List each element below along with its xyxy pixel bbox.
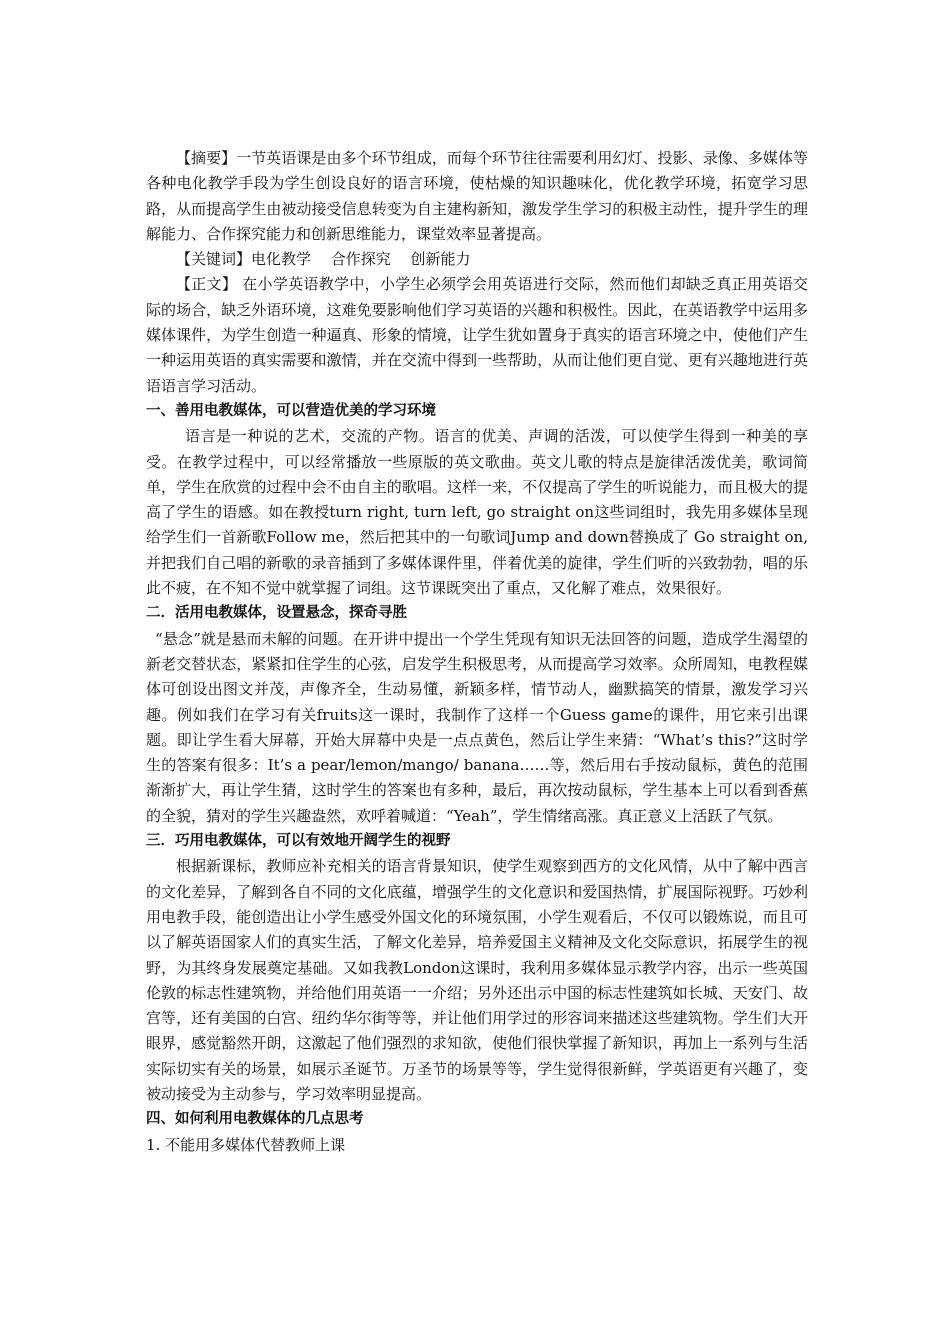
document-page	[146, 146, 808, 1158]
keywords-line: 【关键词】电化教学 合作探究 创新能力	[176, 250, 471, 269]
section1-heading: 一、善用电教媒体，可以营造优美的学习环境	[146, 402, 436, 419]
section2-heading: 二．活用电教媒体，设置悬念，探奇寻胜	[146, 605, 407, 622]
section4-heading: 四、如何利用电教媒体的几点思考	[146, 1111, 364, 1128]
section3-heading: 三．巧用电教媒体，可以有效地开阔学生的视野	[146, 833, 451, 850]
abstract-paragraph: 【摘要】一节英语课是由多个环节组成，而每个环节往往需要利用幻灯、投影、录像、多媒体等各种电化教学手段为学生创设良好的语言环境，使枯燥的知识趣味化，优化教学环境，拓宽学习思路，从而提高学生由被动接受信息转变为自主建构新知，激发学生学习的积极主动性，提升学生的理解能力、合作探究能力和创新思维能力，课堂效率显著提高。	[146, 149, 808, 243]
section3-paragraph: 根据新课标，教师应补充相关的语言背景知识，使学生观察到西方的文化风情，从中了解中西言的文化差异，了解到各自不同的文化底蕴，增强学生的文化意识和爱国热情，扩展国际视野。巧妙利用电教手段，能创造出让小学生感受外国文化的环境氛围，小学生观看后，不仅可以锻炼说，而且可以了解英语国家人们的真实生活，了解文化差异，培养爱国主义精神及文化交际意识，拓展学生的视野，为其终身发展奠定基础。又如我教London这课时，我利用多媒体显示教学内容，出示一些英国伦敦的标志性建筑物，并给他们用英语一一介绍；另外还出示中国的标志性建筑如长城、天安门、故宫等，还有美国的白宫、纽约华尔街等等，并让他们用学过的形容词来描述这些建筑物。学生们大开眼界，感觉豁然开朗，这激起了他们强烈的求知欲，使他们很快掌握了新知识，再加上一系列与生活实际切实有关的场景，如展示圣诞节。万圣节的场景等等，学生觉得很新鲜，学英语更有兴趣了，变被动接受为主动参与，学习效率明显提高。	[146, 857, 808, 1103]
section2-paragraph: “悬念”就是悬而未解的问题。在开讲中提出一个学生凭现有知识无法回答的问题，造成学生渴望的新老交替状态，紧紧扣住学生的心弦，启发学生积极思考，从而提高学习效率。众所周知，电教程媒体可创设出图文并茂，声像齐全，生动易懂，新颖多样，情节动人，幽默搞笑的情景，激发学习兴趣。例如我们在学习有关fruits这一课时，我制作了这样一个Guess game的课件，用它来引出课题。即让学生看大屏幕，开始大屏幕中央是一点点黄色，然后让学生来猜：“What’s this?”这时学生的答案有很多：It’s a pear/lemon/mango/ banana……等，然后用右手按动鼠标，黄色的范围渐渐扩大，再让学生猜，这时学生的答案也有多种，最后，再次按动鼠标，学生基本上可以看到香蕉的全貌，猜对的学生兴趣盎然，欢呼着喊道：“Yeah”，学生情绪高涨。真正意义上活跃了气氛。	[146, 629, 808, 825]
section1-paragraph: 语言是一种说的艺术，交流的产物。语言的优美、声调的活泼，可以使学生得到一种美的享受。在教学过程中，可以经常播放一些原版的英文歌曲。英文儿歌的特点是旋律活泼优美，歌词简单，学生在欣赏的过程中会不由自主的歌唱。这样一来，不仅提高了学生的听说能力，而且极大的提高了学生的语感。如在教授turn right, turn left, go straight on这些词组时，我先用多媒体呈现给学生们一首新歌Follow me，然后把其中的一句歌词Jump and down替换成了 Go straight on,并把我们自己唱的新歌的录音插到了多媒体课件里，伴着优美的旋律，学生们听的兴致勃勃，唱的乐此不疲，在不知不觉中就掌握了词组。这节课既突出了重点，又化解了难点，效果很好。	[146, 427, 808, 598]
intro-paragraph: 【正文】 在小学英语教学中，小学生必须学会用英语进行交际，然而他们却缺乏真正用英语交际的场合，缺乏外语环境，这难免要影响他们学习英语的兴趣和积极性。因此，在英语教学中运用多媒体课件，为学生创造一种逼真、形象的情境，让学生犹如置身于真实的语言环境之中，使他们产生一种运用英语的真实需要和激情，并在交流中得到一些帮助，从而让他们更自觉、更有兴趣地进行英语语言学习活动。	[146, 275, 808, 395]
section4-item-1: 1. 不能用多媒体代替教师上课	[146, 1135, 346, 1154]
